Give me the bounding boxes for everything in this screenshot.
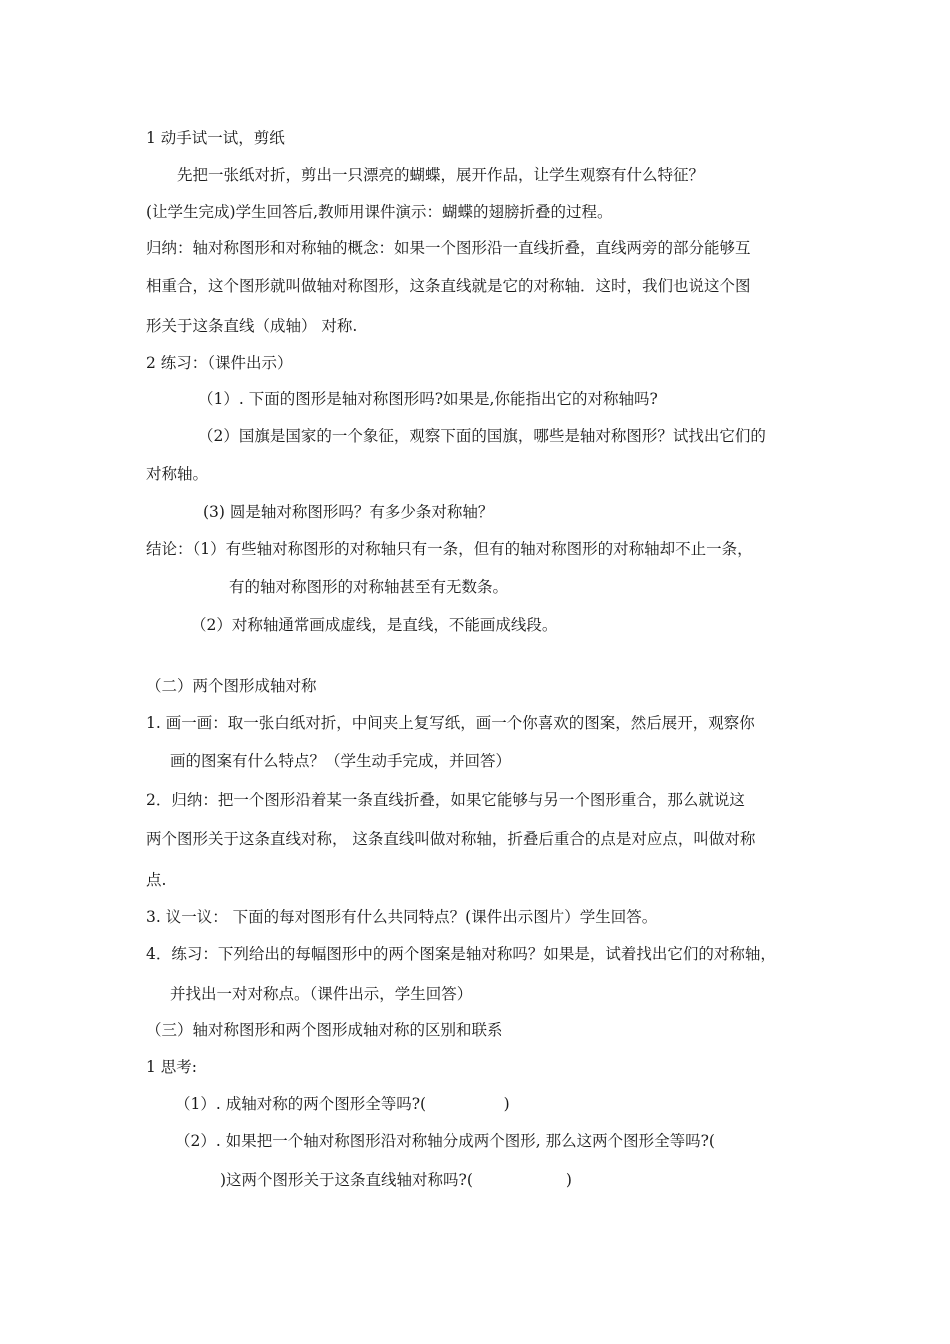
heading-section-2: （二）两个图形成轴对称 bbox=[146, 677, 317, 695]
practice-4-line-2: 并找出一对对称点。（课件出示，学生回答） bbox=[170, 985, 473, 1003]
paragraph-summary-line-1: 归纳：轴对称图形和对称轴的概念：如果一个图形沿一直线折叠，直线两旁的部分能够互 bbox=[146, 239, 751, 257]
summary-2-line-1: 2．归纳：把一个图形沿着某一条直线折叠，如果它能够与另一个图形重合，那么就说这 bbox=[146, 791, 745, 809]
paragraph-summary-line-3: 形关于这条直线（成轴） 对称. bbox=[146, 317, 358, 335]
practice-item-2-line-1: （2）国旗是国家的一个象征，观察下面的国旗，哪些是轴对称图形？试找出它们的 bbox=[198, 427, 766, 445]
paragraph-teacher-demo: (让学生完成)学生回答后,教师用课件演示：蝴蝶的翅膀折叠的过程。 bbox=[146, 203, 613, 221]
heading-practice: 2 练习：（课件出示） bbox=[146, 354, 293, 372]
draw-task-line-2: 画的图案有什么特点？（学生动手完成，并回答） bbox=[170, 752, 512, 770]
paragraph-summary-line-2: 相重合，这个图形就叫做轴对称图形，这条直线就是它的对称轴．这时，我们也说这个图 bbox=[146, 277, 751, 295]
practice-4-line-1: 4．练习：下列给出的每幅图形中的两个图案是轴对称吗？如果是，试着找出它们的对称轴， bbox=[146, 945, 776, 963]
discussion-item-3: 3. 议一议： 下面的每对图形有什么共同特点？(课件出示图片）学生回答。 bbox=[146, 908, 658, 926]
summary-2-line-3: 点. bbox=[146, 871, 167, 889]
think-question-1: （1）. 成轴对称的两个图形全等吗?( ) bbox=[175, 1095, 510, 1113]
heading-think: 1 思考: bbox=[146, 1058, 198, 1076]
conclusion-item-2: （2）对称轴通常画成虚线，是直线，不能画成线段。 bbox=[191, 616, 558, 634]
paragraph-butterfly-task: 先把一张纸对折，剪出一只漂亮的蝴蝶，展开作品，让学生观察有什么特征？ bbox=[177, 166, 705, 184]
heading-paper-cutting: 1 动手试一试，剪纸 bbox=[146, 129, 285, 147]
practice-item-1: （1）. 下面的图形是轴对称图形吗?如果是,你能指出它的对称轴吗? bbox=[198, 390, 658, 408]
think-question-2-line-1: （2）. 如果把一个轴对称图形沿对称轴分成两个图形, 那么这两个图形全等吗?( bbox=[175, 1132, 715, 1150]
conclusion-line-2: 有的轴对称图形的对称轴甚至有无数条。 bbox=[229, 578, 509, 596]
summary-2-line-2: 两个图形关于这条直线对称， 这条直线叫做对称轴，折叠后重合的点是对应点，叫做对称 bbox=[146, 830, 756, 848]
conclusion-line-1: 结论：（1）有些轴对称图形的对称轴只有一条，但有的轴对称图形的对称轴却不止一条， bbox=[146, 540, 753, 558]
think-question-2-line-2: )这两个图形关于这条直线轴对称吗?( ) bbox=[220, 1171, 572, 1189]
practice-item-3: (3) 圆是轴对称图形吗？有多少条对称轴？ bbox=[203, 503, 494, 521]
heading-section-3: （三）轴对称图形和两个图形成轴对称的区别和联系 bbox=[146, 1021, 503, 1039]
draw-task-line-1: 1. 画一画：取一张白纸对折，中间夹上复写纸，画一个你喜欢的图案，然后展开，观察你 bbox=[146, 714, 755, 732]
practice-item-2-line-2: 对称轴。 bbox=[146, 465, 209, 483]
